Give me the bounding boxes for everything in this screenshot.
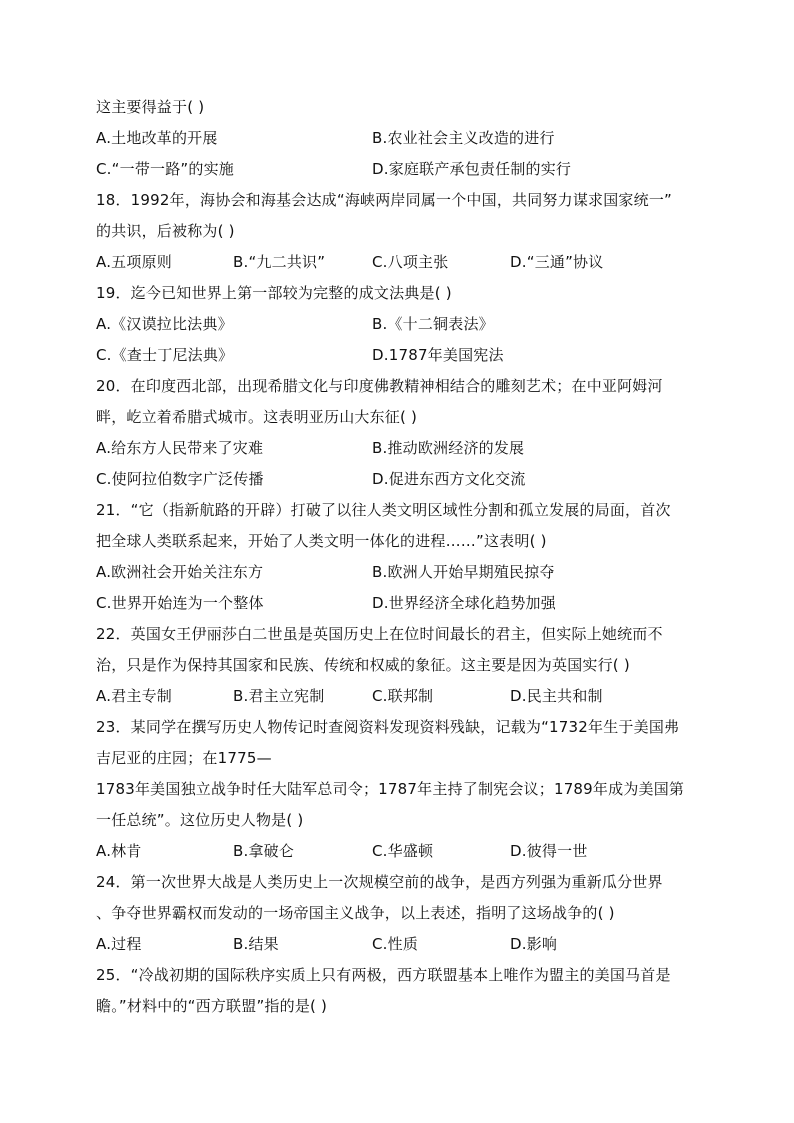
answer-options-row [96, 464, 700, 495]
question-text-line: 19．迄今已知世界上第一部较为完整的成文法典是( ) [96, 284, 452, 302]
answer-option: C.八项主张 [372, 253, 449, 271]
answer-option: C.华盛顿 [372, 842, 434, 860]
answer-option: B.农业社会主义改造的进行 [372, 129, 555, 147]
question-text-line: 的共识，后被称为( ) [96, 222, 235, 240]
answer-option: A.五项原则 [96, 253, 172, 271]
answer-option: C.使阿拉伯数字广泛传播 [96, 470, 264, 488]
question-text-line: 20．在印度西北部，出现希腊文化与印度佛教精神相结合的雕刻艺术；在中亚阿姆河 [96, 377, 663, 395]
answer-option: C.联邦制 [372, 687, 434, 705]
question-text-line: 24．第一次世界大战是人类历史上一次规模空前的战争，是西方列强为重新瓜分世界 [96, 873, 663, 891]
question-text-line: 21．“它（指新航路的开辟）打破了以往人类文明区域性分割和孤立发展的局面，首次 [96, 501, 671, 519]
answer-options-row [96, 433, 700, 464]
answer-option: A.林肯 [96, 842, 142, 860]
answer-option: A.君主专制 [96, 687, 172, 705]
question-text-line: 吉尼亚的庄园；在1775— [96, 749, 272, 767]
answer-option: B.拿破仑 [233, 842, 295, 860]
answer-option: A.过程 [96, 935, 142, 953]
answer-option: B.结果 [233, 935, 279, 953]
answer-option: D.世界经济全球化趋势加强 [372, 594, 556, 612]
answer-option: A.给东方人民带来了灾难 [96, 439, 264, 457]
question-text-line: 22．英国女王伊丽莎白二世虽是英国历史上在位时间最长的君主，但实际上她统而不 [96, 625, 663, 643]
question-text-line: 18．1992年，海协会和海基会达成“海峡两岸同属一个中国，共同努力谋求国家统一” [96, 191, 673, 209]
answer-options-row [96, 836, 700, 867]
answer-option: B.“九二共识” [233, 253, 326, 271]
answer-option: B.推动欧洲经济的发展 [372, 439, 525, 457]
answer-option: C.世界开始连为一个整体 [96, 594, 264, 612]
answer-option: D.促进东西方文化交流 [372, 470, 526, 488]
question-text-line: 一任总统”。这位历史人物是( ) [96, 811, 304, 829]
answer-option: A.土地改革的开展 [96, 129, 218, 147]
answer-option: B.君主立宪制 [233, 687, 325, 705]
answer-options-row [96, 588, 700, 619]
answer-options-row [96, 929, 700, 960]
question-text-line: 1783年美国独立战争时任大陆军总司令；1787年主持了制宪会议；1789年成为美国第 [96, 780, 685, 798]
answer-option: D.民主共和制 [510, 687, 603, 705]
question-text-line: 这主要得益于( ) [96, 98, 205, 116]
answer-option: C.《查士丁尼法典》 [96, 346, 234, 364]
answer-option: D.“三通”协议 [510, 253, 604, 271]
answer-options-row [96, 309, 700, 340]
question-text-line: 治，只是作为保持其国家和民族、传统和权威的象征。这主要是因为英国实行( ) [96, 656, 630, 674]
answer-options-row [96, 247, 700, 278]
answer-option: B.《十二铜表法》 [372, 315, 494, 333]
answer-options-row [96, 557, 700, 588]
answer-option: B.欧洲人开始早期殖民掠夺 [372, 563, 555, 581]
answer-options-row [96, 154, 700, 185]
answer-option: D.1787年美国宪法 [372, 346, 504, 364]
question-text-line: 瞻。”材料中的“西方联盟”指的是( ) [96, 997, 328, 1015]
answer-options-row [96, 123, 700, 154]
answer-option: A.欧洲社会开始关注东方 [96, 563, 264, 581]
question-text-line: 把全球人类联系起来，开始了人类文明一体化的进程……”这表明( ) [96, 532, 547, 550]
answer-option: D.影响 [510, 935, 558, 953]
answer-option: C.性质 [372, 935, 419, 953]
answer-option: D.彼得一世 [510, 842, 588, 860]
answer-option: C.“一带一路”的实施 [96, 160, 234, 178]
answer-options-row [96, 681, 700, 712]
question-text-line: 25．“冷战初期的国际秩序实质上只有两极，西方联盟基本上唯作为盟主的美国马首是 [96, 966, 671, 984]
question-text-line: 畔，屹立着希腊式城市。这表明亚历山大东征( ) [96, 408, 418, 426]
question-text-line: 、争夺世界霸权而发动的一场帝国主义战争，以上表述，指明了这场战争的( ) [96, 904, 615, 922]
question-text-line: 23．某同学在撰写历史人物传记时查阅资料发现资料残缺，记载为“1732年生于美国弗 [96, 718, 680, 736]
answer-option: D.家庭联产承包责任制的实行 [372, 160, 572, 178]
answer-options-row [96, 340, 700, 371]
answer-option: A.《汉谟拉比法典》 [96, 315, 233, 333]
